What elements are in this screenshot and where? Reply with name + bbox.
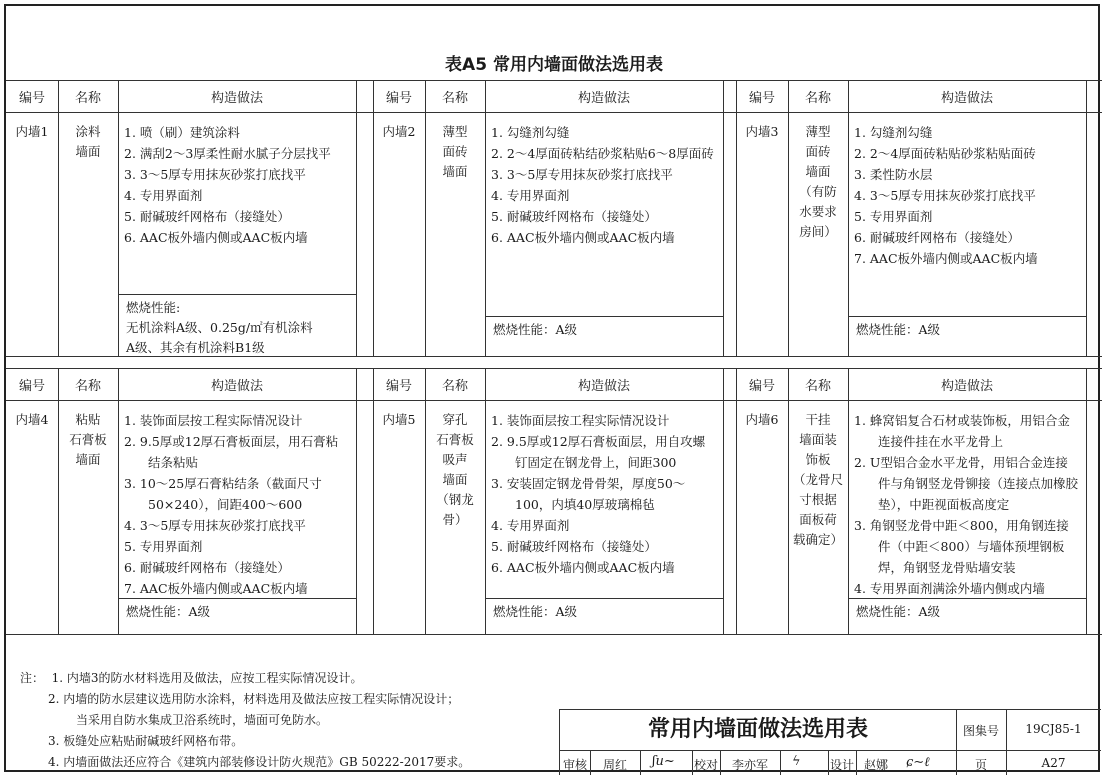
construction-steps bbox=[491, 410, 717, 578]
construction-step: 5. 专用界面剂 bbox=[854, 209, 933, 224]
construction-step: 2. 2～4厚面砖粘结砂浆粘贴6～8厚面砖 bbox=[491, 146, 714, 161]
header-code: 编号 bbox=[18, 91, 45, 106]
wall-name-line: 石膏板 bbox=[436, 432, 474, 447]
wall-code: 内墙6 bbox=[745, 412, 779, 427]
column-rule bbox=[1086, 368, 1087, 634]
construction-steps bbox=[854, 410, 1080, 599]
fire-rating-line: 无机涂料A级、0.25g/㎡有机涂料 bbox=[126, 320, 313, 335]
header-code: 编号 bbox=[385, 91, 412, 106]
construction-steps bbox=[124, 410, 350, 599]
note-4: 4. 内墙面做法还应符合《建筑内部装修设计防火规范》GB 50222-2017要求。 bbox=[48, 755, 471, 769]
construction-step: 1. 装饰面层按工程实际情况设计 bbox=[124, 413, 303, 428]
column-rule bbox=[58, 368, 59, 634]
construction-step: 1. 蜂窝铝复合石材或装饰板，用铝合金连接件挂在水平龙骨上 bbox=[854, 413, 1070, 449]
review-label: 审核 bbox=[562, 758, 587, 772]
note-3: 3. 板缝处应粘贴耐碱玻纤网格布带。 bbox=[48, 734, 244, 748]
notes bbox=[20, 668, 470, 773]
design-name: 赵娜 bbox=[863, 758, 888, 772]
construction-step: 3. 角钢竖龙骨中距＜800，用角钢连接件（中距＜800）与墙体预埋钢板焊，角钢竖龙骨贴墙安装 bbox=[854, 518, 1069, 575]
title-block bbox=[559, 709, 1101, 775]
header-method: 构造做法 bbox=[940, 379, 993, 394]
fire-rating-line: 燃烧性能：A级 bbox=[493, 322, 578, 337]
wall-code: 内墙2 bbox=[382, 124, 416, 139]
construction-step: 4. 3～5厚专用抹灰砂浆打底找平 bbox=[854, 188, 1036, 203]
construction-step: 7. AAC板外墙内侧或AAC板内墙 bbox=[124, 581, 308, 596]
construction-step: 2. 满刮2～3厚柔性耐水腻子分层找平 bbox=[124, 146, 331, 161]
block-separator-bottom bbox=[6, 368, 1102, 369]
set-label: 图集号 bbox=[962, 724, 999, 738]
wall-name-line: （钢龙 bbox=[436, 492, 474, 507]
wall-name-line: 面板荷 bbox=[799, 512, 837, 527]
construction-step: 2. U型铝合金水平龙骨，用铝合金连接件与角钢竖龙骨铆接（连接点加橡胶垫），中距视面板高度定 bbox=[854, 455, 1079, 512]
construction-step: 3. 柔性防水层 bbox=[854, 167, 933, 182]
check-name: 李亦军 bbox=[731, 758, 768, 772]
tb-divider bbox=[780, 750, 781, 775]
wall-name-line: 涂料 bbox=[75, 124, 101, 139]
header-method: 构造做法 bbox=[577, 379, 630, 394]
header-method: 构造做法 bbox=[577, 91, 630, 106]
wall-name-line: 面砖 bbox=[805, 144, 831, 159]
wall-code: 内墙1 bbox=[15, 124, 49, 139]
wall-name-line: 墙面 bbox=[805, 164, 831, 179]
tb-divider bbox=[640, 750, 641, 775]
wall-name-line: 墙面 bbox=[442, 472, 468, 487]
wall-name-line: 吸声 bbox=[442, 452, 468, 467]
construction-step: 6. 耐碱玻纤网格布（接缝处） bbox=[124, 560, 290, 575]
construction-step: 5. 耐碱玻纤网格布（接缝处） bbox=[491, 209, 657, 224]
wall-name-line: 薄型 bbox=[442, 124, 468, 139]
title-block-title: 常用内墙面做法选用表 bbox=[647, 717, 868, 742]
tb-rule bbox=[560, 750, 1101, 751]
construction-step: 4. 3～5厚专用抹灰砂浆打底找平 bbox=[124, 518, 306, 533]
wall-name-line: 房间） bbox=[799, 224, 837, 239]
set-value: 19CJ85-1 bbox=[1025, 722, 1082, 736]
construction-step: 1. 勾缝剂勾缝 bbox=[854, 125, 933, 140]
wall-name-line: 墙面 bbox=[442, 164, 468, 179]
column-rule bbox=[373, 368, 374, 634]
fire-rating-line: 燃烧性能：A级 bbox=[493, 604, 578, 619]
construction-step: 2. 9.5厚或12厚石膏板面层，用自攻螺钉固定在钢龙骨上，间距300 bbox=[491, 434, 706, 470]
review-name: 周红 bbox=[602, 758, 627, 772]
construction-steps bbox=[854, 122, 1080, 269]
design-label: 设计 bbox=[829, 758, 854, 772]
wall-name-line: 墙面装 bbox=[799, 432, 837, 447]
header-method: 构造做法 bbox=[210, 379, 263, 394]
column-rule bbox=[118, 368, 119, 634]
wall-name-line: 粘贴 bbox=[75, 412, 101, 427]
wall-name-line: 墙面 bbox=[75, 144, 101, 159]
wall-name-line: 骨） bbox=[442, 512, 468, 527]
construction-step: 4. 专用界面剂 bbox=[491, 188, 570, 203]
header-name: 名称 bbox=[804, 91, 831, 106]
construction-step: 2. 2～4厚面砖粘贴砂浆粘贴面砖 bbox=[854, 146, 1036, 161]
header-name: 名称 bbox=[441, 91, 468, 106]
notes-label: 注： bbox=[20, 671, 45, 685]
fire-rule bbox=[118, 294, 356, 295]
construction-step: 7. AAC板外墙内侧或AAC板内墙 bbox=[854, 251, 1038, 266]
wall-name-line: 薄型 bbox=[805, 124, 831, 139]
construction-step: 3. 10～25厚石膏粘结条（截面尺寸50×240），间距400～600 bbox=[124, 476, 322, 512]
fire-rating-line: A级、其余有机涂料B1级 bbox=[126, 340, 265, 355]
fire-rating-line: 燃烧性能: bbox=[126, 300, 181, 315]
header-method: 构造做法 bbox=[210, 91, 263, 106]
column-rule bbox=[118, 80, 119, 356]
column-rule bbox=[1086, 80, 1087, 356]
fire-rule bbox=[848, 316, 1086, 317]
fire-rule bbox=[848, 598, 1086, 599]
wall-name-line: 水要求 bbox=[799, 204, 837, 219]
wall-name-line: 载确定） bbox=[792, 532, 843, 547]
column-rule bbox=[848, 80, 849, 356]
header-rule bbox=[6, 400, 1102, 401]
fire-rule bbox=[485, 316, 723, 317]
table-title: 表A5 常用内墙面做法选用表 bbox=[445, 55, 663, 75]
column-rule bbox=[356, 80, 357, 356]
header-method: 构造做法 bbox=[940, 91, 993, 106]
construction-step: 1. 装饰面层按工程实际情况设计 bbox=[491, 413, 670, 428]
construction-step: 6. AAC板外墙内侧或AAC板内墙 bbox=[124, 230, 308, 245]
header-name: 名称 bbox=[74, 379, 101, 394]
header-name: 名称 bbox=[804, 379, 831, 394]
page-value: A27 bbox=[1041, 756, 1066, 770]
page-label: 页 bbox=[974, 758, 987, 772]
check-signature: ϟ bbox=[792, 754, 801, 769]
construction-steps bbox=[491, 122, 717, 248]
wall-name-line: （龙骨尺 bbox=[792, 472, 843, 487]
table-bottom-rule bbox=[6, 634, 1102, 635]
fire-rating-line: 燃烧性能：A级 bbox=[856, 322, 941, 337]
construction-step: 4. 专用界面剂满涂外墙内侧或内墙 bbox=[854, 581, 1045, 596]
column-rule bbox=[736, 368, 737, 634]
construction-step: 4. 专用界面剂 bbox=[491, 518, 570, 533]
wall-name-line: 饰板 bbox=[805, 452, 831, 467]
header-code: 编号 bbox=[18, 379, 45, 394]
fire-rating-line: 燃烧性能：A级 bbox=[126, 604, 211, 619]
check-label: 校对 bbox=[693, 758, 718, 772]
column-rule bbox=[485, 368, 486, 634]
note-1: 1. 内墙3的防水材料选用及做法，应按工程实际情况设计。 bbox=[51, 671, 363, 685]
column-rule bbox=[723, 368, 724, 634]
column-rule bbox=[848, 368, 849, 634]
wall-name-line: 寸根据 bbox=[799, 492, 837, 507]
wall-name-line: 干挂 bbox=[805, 412, 831, 427]
wall-name-line: 石膏板 bbox=[69, 432, 107, 447]
construction-step: 3. 3～5厚专用抹灰砂浆打底找平 bbox=[491, 167, 673, 182]
table-top-rule bbox=[6, 80, 1102, 81]
header-code: 编号 bbox=[748, 91, 775, 106]
drawing-frame bbox=[4, 4, 1100, 772]
header-code: 编号 bbox=[748, 379, 775, 394]
wall-code: 内墙4 bbox=[15, 412, 49, 427]
construction-step: 6. 耐碱玻纤网格布（接缝处） bbox=[854, 230, 1020, 245]
fire-rule bbox=[485, 598, 723, 599]
construction-step: 2. 9.5厚或12厚石膏板面层，用石膏粘结条粘贴 bbox=[124, 434, 339, 470]
header-code: 编号 bbox=[385, 379, 412, 394]
wall-code: 内墙5 bbox=[382, 412, 416, 427]
wall-code: 内墙3 bbox=[745, 124, 779, 139]
column-rule bbox=[723, 80, 724, 356]
construction-steps bbox=[124, 122, 350, 248]
wall-name-line: 穿孔 bbox=[442, 412, 468, 427]
design-signature: ɕ∼ℓ bbox=[906, 755, 930, 770]
review-signature: ʃu~ bbox=[652, 754, 675, 769]
column-rule bbox=[356, 368, 357, 634]
construction-step: 1. 勾缝剂勾缝 bbox=[491, 125, 570, 140]
construction-step: 6. AAC板外墙内侧或AAC板内墙 bbox=[491, 560, 675, 575]
header-rule bbox=[6, 112, 1102, 113]
wall-name-line: （有防 bbox=[799, 184, 837, 199]
header-name: 名称 bbox=[441, 379, 468, 394]
construction-step: 3. 3～5厚专用抹灰砂浆打底找平 bbox=[124, 167, 306, 182]
construction-step: 5. 耐碱玻纤网格布（接缝处） bbox=[124, 209, 290, 224]
header-name: 名称 bbox=[74, 91, 101, 106]
note-2: 2. 内墙的防水层建议选用防水涂料，材料选用及做法应按工程实际情况设计； bbox=[48, 692, 460, 706]
note-2-cont: 当采用自防水集成卫浴系统时，墙面可免防水。 bbox=[76, 713, 329, 727]
fire-rating-line: 燃烧性能：A级 bbox=[856, 604, 941, 619]
construction-step: 6. AAC板外墙内侧或AAC板内墙 bbox=[491, 230, 675, 245]
fire-rule bbox=[118, 598, 356, 599]
wall-name-line: 墙面 bbox=[75, 452, 101, 467]
construction-step: 3. 安装固定钢龙骨骨架，厚度50～100，内填40厚玻璃棉毡 bbox=[491, 476, 686, 512]
construction-step: 4. 专用界面剂 bbox=[124, 188, 203, 203]
construction-step: 1. 喷（刷）建筑涂料 bbox=[124, 125, 240, 140]
wall-name-line: 面砖 bbox=[442, 144, 468, 159]
tb-divider bbox=[590, 750, 591, 775]
column-rule bbox=[485, 80, 486, 356]
construction-step: 5. 耐碱玻纤网格布（接缝处） bbox=[491, 539, 657, 554]
construction-step: 5. 专用界面剂 bbox=[124, 539, 203, 554]
